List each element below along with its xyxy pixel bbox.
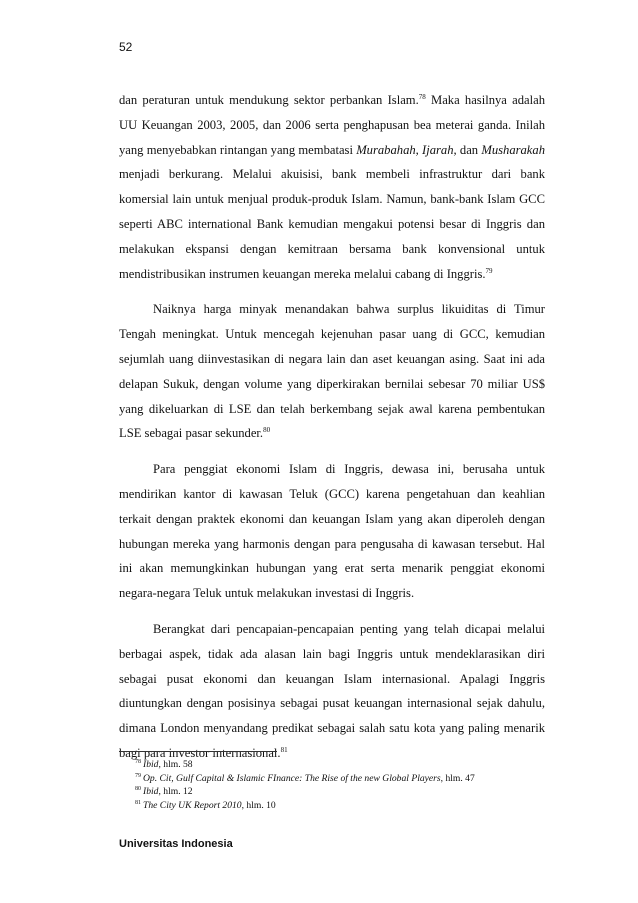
paragraph-4 [119, 617, 545, 766]
footnote-text: , hlm. 12 [158, 786, 193, 797]
body-text [119, 88, 545, 777]
footnote-italic-text: Ibid [143, 759, 159, 770]
footnote-80 [135, 785, 555, 799]
footnote-78 [135, 758, 555, 772]
paragraph-text: dan [456, 142, 482, 157]
paragraph-text: Para penggiat ekonomi Islam di Inggris, dewasa ini, berusaha untuk mendirikan kantor di kawasan Teluk (GCC) karena pengetahuan dan keahlian terkait dengan praktek ekonomi dan keuangan Islam yang akan diperoleh dengan hubungan mereka yang harmonis dengan para pengusaha di kawasan tersebut. Hal ini akan memungkinkan hubungan yang erat serta menarik penggiat ekonomi negara-negara Teluk untuk melakukan investasi di Inggris. [119, 462, 545, 601]
paragraph-2 [119, 297, 545, 446]
footnote-text: , hlm. 10 [241, 799, 276, 811]
paragraph-text: Berangkat dari pencapaian-pencapaian penting yang telah dicapai melalui berbagai aspek, tidak ada alasan lain bagi Inggris untuk mendeklarasikan diri sebagai pusat ekonomi dan keuangan Islam internasional. Apalagi Inggris diuntungkan dengan posisinya sebagai pusat keuangan internasional sejak dahulu, dimana London menyandang predikat sebagai salah satu kota yang paling menarik bagi para investor internasional. [119, 621, 545, 760]
footnote-italic-text: The City UK Report 2010 [143, 799, 242, 811]
footnote-number: 79 [135, 772, 141, 779]
footnote-number: 81 [135, 799, 141, 806]
paragraph-italic-text: Murabahah, Ijarah, [356, 142, 457, 157]
paragraph-text: dan peraturan untuk mendukung sektor perbankan Islam. [119, 93, 419, 107]
paragraph-italic-text: Musharakah [481, 142, 545, 157]
footnote-reference: 78 [418, 93, 426, 101]
footnote-number: 78 [135, 759, 141, 765]
footnote-reference: 79 [485, 266, 493, 275]
footnote-81 [135, 799, 555, 813]
footnote-number: 80 [135, 786, 141, 792]
footnote-reference: 80 [263, 426, 271, 435]
paragraph-text: menjadi berkurang. Melalui akuisisi, bank membeli infrastruktur dari bank komersial lain untuk menjual produk-produk Islam. Namun, bank-bank Islam GCC seperti ABC international Bank kemudian mengakui potensi besar di Inggris dan melakukan ekspansi dengan kemitraan bersama bank konvensional untuk mendistribusikan instrumen keuangan mereka melalui cabang di Inggris. [119, 167, 545, 281]
footnote-rule [119, 751, 277, 752]
footnote-text: , hlm. 47 [440, 772, 475, 784]
footnote-text: , hlm. 58 [158, 759, 193, 770]
footnote-italic-text: Ibid [143, 786, 159, 797]
footer-institution: Universitas Indonesia [119, 838, 233, 850]
footnotes [135, 758, 555, 812]
footnote-italic-text: Op. Cit, Gulf Capital & Islamic FInance: The Rise of the new Global Players [143, 772, 441, 784]
paragraph-text: Maka hasilnya adalah UU Keuangan 2003, 2005, dan 2006 serta penghapusan bea meterai ganda. Inilah yang menyebabkan rintangan yang membatasi [119, 93, 546, 157]
paragraph-1 [119, 88, 545, 286]
footnote-reference: 81 [280, 745, 288, 754]
paragraph-text: Naiknya harga minyak menandakan bahwa surplus likuiditas di Timur Tengah meningkat. Untuk mencegah kejenuhan pasar uang di GCC, kemudian sejumlah uang diinvestasikan di negara lain dan aset keuangan asing. Saat ini ada delapan Sukuk, dengan volume yang diperkirakan bernilai sebesar 70 miliar US$ yang dikeluarkan di LSE dan telah berkembang sejak awal karena pembentukan LSE sebagai pasar sekunder. [119, 302, 545, 441]
footnote-79 [135, 772, 555, 786]
paragraph-3 [119, 457, 545, 606]
page-number: 52 [119, 40, 133, 54]
